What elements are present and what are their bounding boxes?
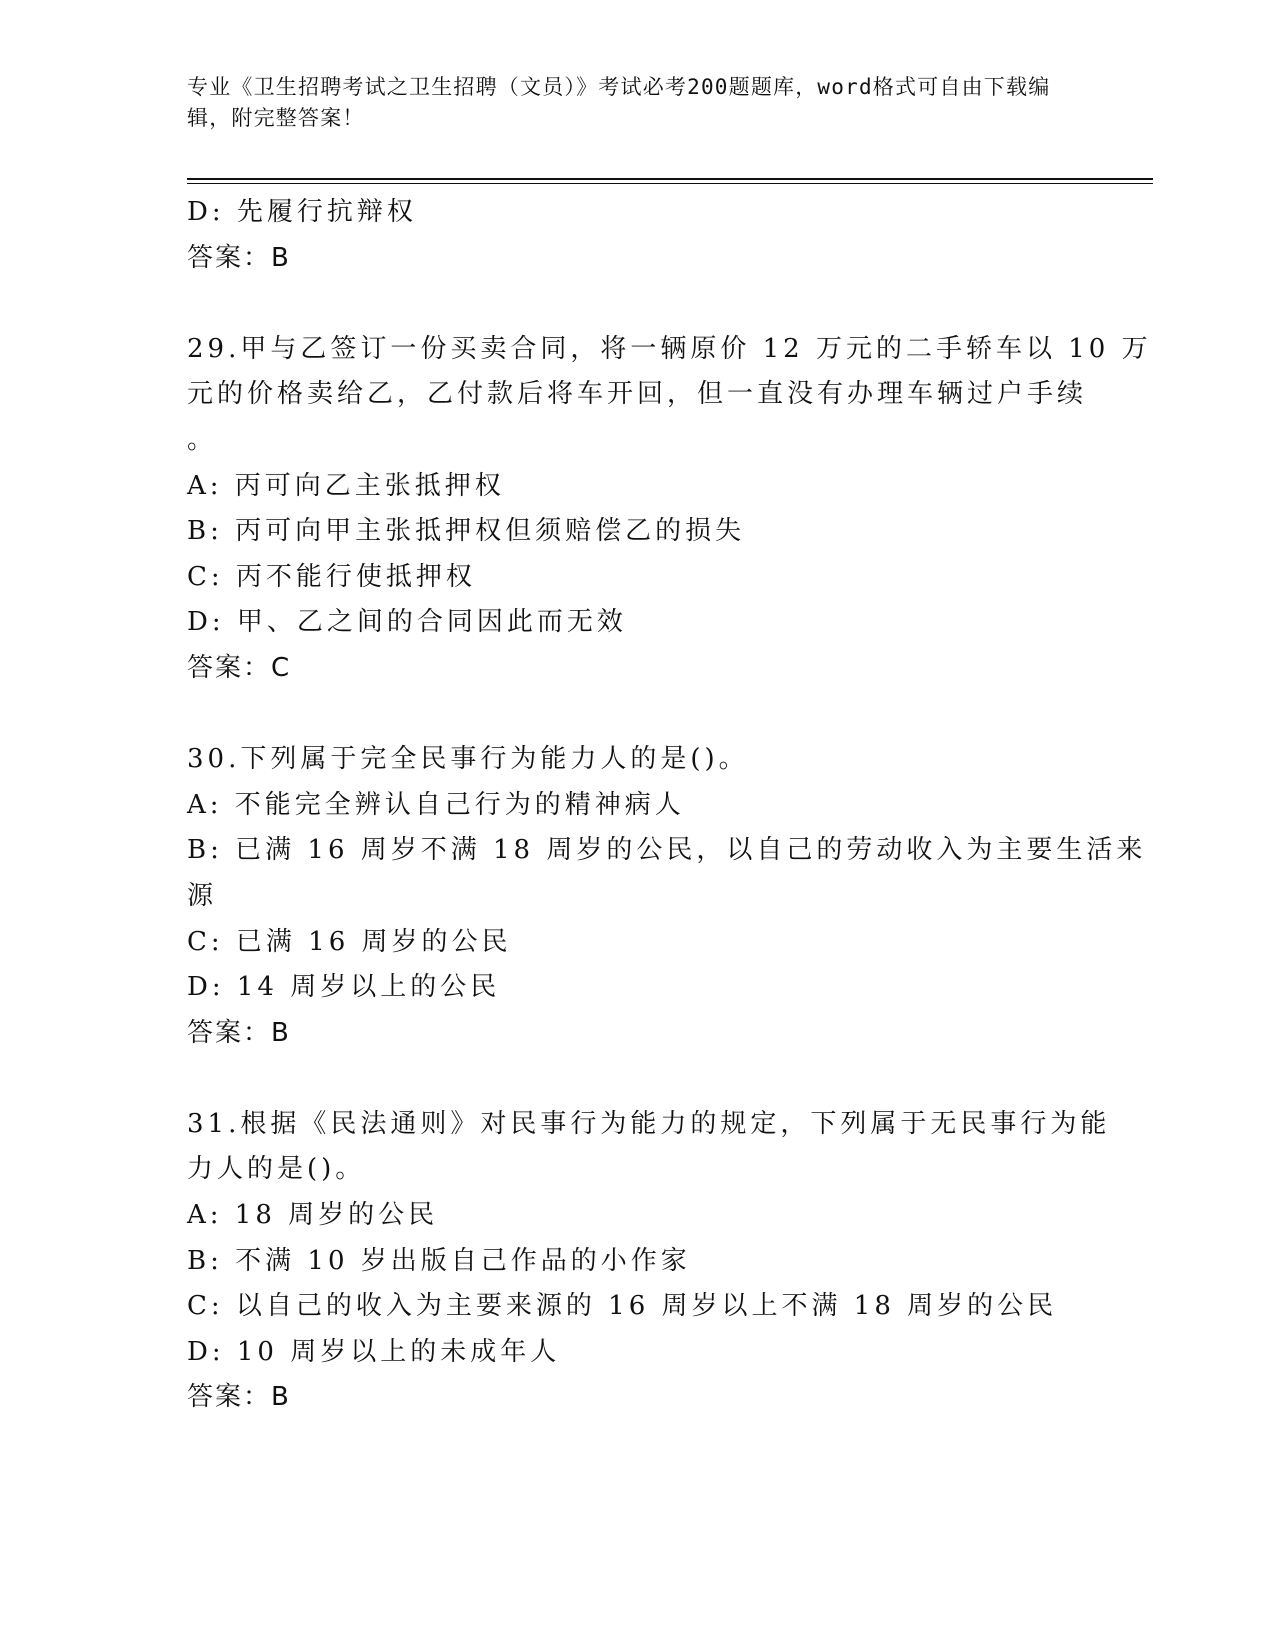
question-stem: 31.根据《民法通则》对民事行为能力的规定，下列属于无民事行为能: [187, 1108, 1111, 1139]
question-stem: 。: [187, 424, 218, 455]
question-stem: 29.甲与乙签订一份买卖合同，将一辆原价 12 万元的二手轿车以 10 万: [187, 333, 1152, 364]
answer-label: 答案：B: [187, 1017, 291, 1048]
spacer: [187, 1056, 1087, 1102]
option-d: D: 10 周岁以上的未成年人: [187, 1336, 561, 1367]
option-b: B: 不满 10 岁出版自己作品的小作家: [187, 1245, 691, 1276]
option-a: A: 不能完全辨认自己行为的精神病人: [187, 789, 685, 820]
question-list: [187, 190, 1152, 1421]
option-a: A: 丙可向乙主张抵押权: [187, 470, 505, 501]
option-b-continued: 源: [187, 880, 218, 911]
option-a: A: 18 周岁的公民: [187, 1200, 439, 1231]
answer-label: 答案：B: [187, 242, 291, 273]
question-28-tail: [187, 190, 1087, 281]
question-29: [187, 327, 1152, 692]
answer-label: 答案：B: [187, 1382, 291, 1413]
option-c: C: 以自己的收入为主要来源的 16 周岁以上不满 18 周岁的公民: [187, 1291, 1058, 1322]
option-d: D: 14 周岁以上的公民: [187, 972, 501, 1003]
option-b: B: 丙可向甲主张抵押权但须赔偿乙的损失: [187, 516, 746, 547]
option-d: D: 甲、乙之间的合同因此而无效: [187, 607, 627, 638]
option-d: D: 先履行抗辩权: [187, 197, 417, 227]
option-c: C: 丙不能行使抵押权: [187, 561, 476, 592]
option-c: C: 已满 16 周岁的公民: [187, 926, 512, 957]
spacer: [187, 692, 1087, 738]
question-31: [187, 1102, 1111, 1421]
header-divider-thick: [187, 178, 1153, 180]
document-header: 专业《卫生招聘考试之卫生招聘（文员）》考试必考200题题库，word格式可自由下载编辑，附完整答案！: [187, 75, 1051, 130]
question-stem: 30.下列属于完全民事行为能力人的是()。: [187, 744, 749, 775]
question-stem: 元的价格卖给乙，乙付款后将车开回，但一直没有办理车辆过户手续: [187, 379, 1088, 410]
question-30: [187, 737, 1147, 1056]
header-divider-thin: [187, 183, 1153, 184]
question-stem: 力人的是()。: [187, 1154, 366, 1185]
option-b: B: 已满 16 周岁不满 18 周岁的公民，以自己的劳动收入为主要生活来: [187, 835, 1147, 866]
answer-label: 答案：C: [187, 652, 292, 683]
spacer: [187, 281, 1087, 327]
